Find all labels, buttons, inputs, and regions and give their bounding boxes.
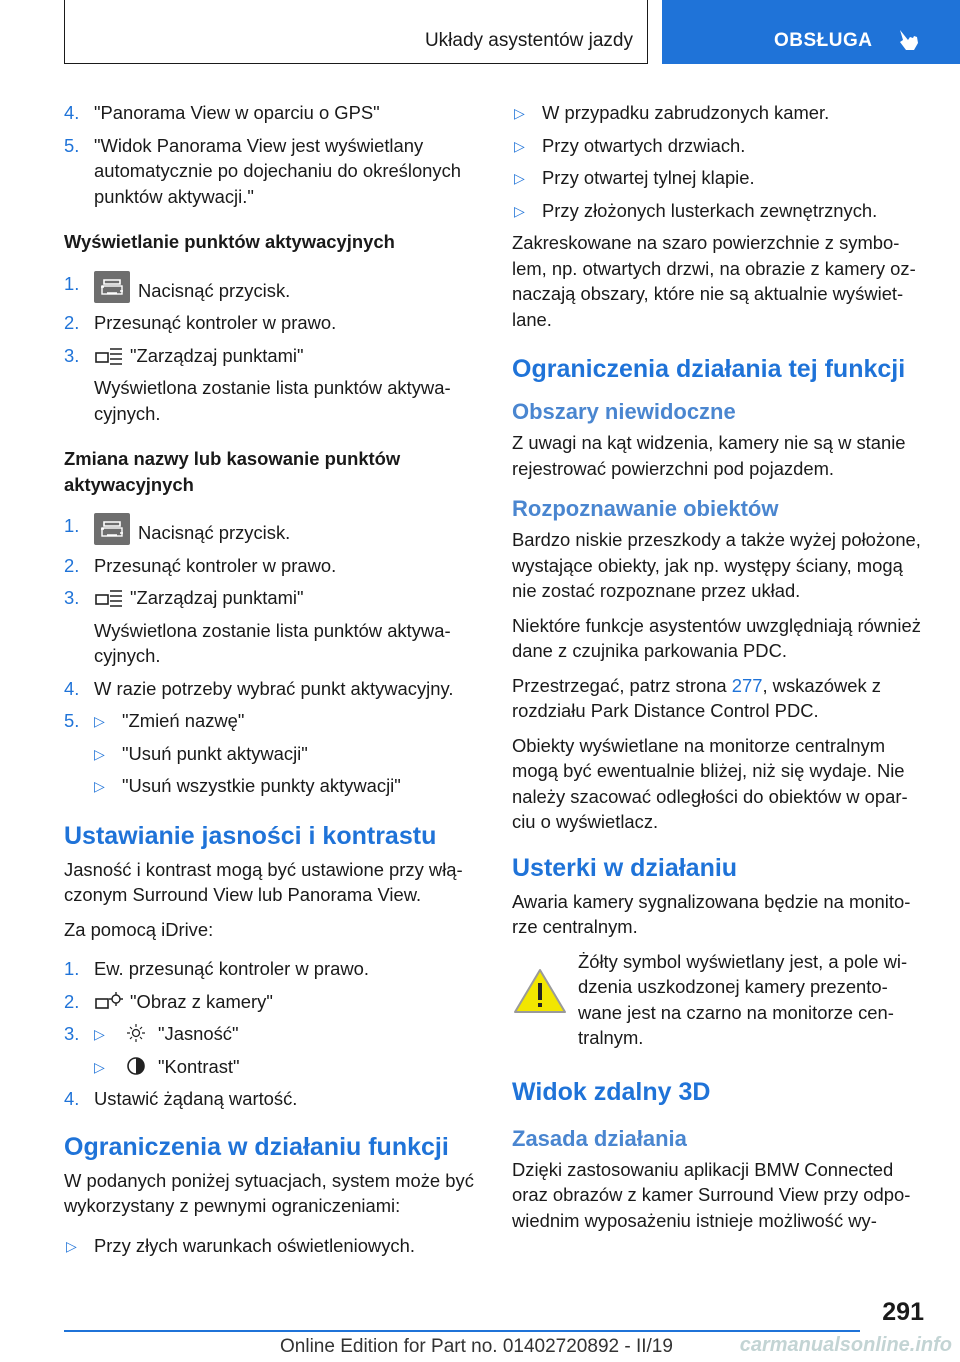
brightness-icon: [122, 1023, 152, 1043]
warning-triangle-icon: [512, 967, 568, 1015]
list-item: 1. Ew. przesunąć kontroler w prawo.: [64, 958, 369, 979]
heading-faults: Usterki w działaniu: [512, 853, 738, 882]
camera-button-icon: [94, 271, 130, 303]
paragraph: Jasność i kontrast mogą być ustawione przy włączonym Surround View lub Panorama View.: [64, 858, 463, 905]
bullet-item: ▷ Przy złych warunkach oświetleniowych.: [66, 1234, 415, 1256]
list-item: 3. "Zarządzaj punktami" Wyświetlona zostanie lista punktów aktywacyjnych.: [64, 344, 451, 424]
paragraph: Obiekty wyświetlane na monitorze centralnym mogą być ewentualnie bliżej, niż się wydaje. Nie należy szacować odległości do obiektów w oparciu o wyświetlacz.: [512, 734, 908, 832]
list-item: 5. "Widok Panorama View jest wyświetlany automatycznie po dojechaniu do określonych punktów aktywacji.": [64, 134, 462, 207]
page-link[interactable]: 277: [731, 674, 763, 696]
list-item: 5. ▷ "Zmień nazwę" ▷ "Usuń punkt aktywacji" ▷ "Usuń wszystkie punkty aktywacji": [64, 710, 401, 796]
list-item: 2. Przesunąć kontroler w prawo.: [64, 554, 337, 576]
paragraph: Przestrzegać, patrz strona 277, wskazówek z rozdziału Park Distance Control PDC.: [512, 674, 882, 721]
bullet-item: ▷ Przy otwartej tylnej klapie.: [514, 167, 755, 188]
heading-principle: Zasada działania: [512, 1125, 687, 1151]
hand-pointer-icon: [894, 26, 922, 54]
paragraph: W podanych poniżej sytuacjach, system może być wykorzystany z pewnymi ograniczeniami:: [64, 1169, 474, 1216]
camera-menu-icon: [94, 587, 124, 607]
list-item: 3. ▷ "Jasność" ▷ "Kontrast": [64, 1023, 240, 1077]
warning-note: Żółty symbol wyświetlany jest, a pole widzenia uszkodzonej kamery prezentowane jest na czarno na monitorze centralnym.: [512, 949, 924, 1051]
chapter-tab-label: OBSŁUGA: [774, 30, 873, 51]
list-item: 1. Nacisnąć przycisk.: [64, 515, 291, 543]
section-title: Układy asystentów jazdy: [424, 30, 633, 51]
heading-limits: Ograniczenia w działaniu funkcji: [64, 1132, 449, 1161]
heading-function-limits: Ograniczenia działania tej funkcji: [512, 355, 906, 383]
bullet-item: ▷ Przy otwartych drzwiach.: [514, 134, 746, 156]
footer-divider: [64, 1330, 860, 1332]
heading-rename-points: Zmiana nazwy lub kasowanie punktów aktywacyjnych: [64, 448, 401, 495]
list-item: 2. Przesunąć kontroler w prawo.: [64, 312, 337, 333]
contrast-icon: [122, 1056, 152, 1076]
list-item: 4. Ustawić żądaną wartość.: [64, 1088, 298, 1109]
heading-brightness: Ustawianie jasności i kontrastu: [64, 821, 437, 850]
list-item: 2. "Obraz z kamery": [64, 990, 273, 1012]
paragraph: Dzięki zastosowaniu aplikacji BMW Connected oraz obrazów z kamer Surround View przy odpowiednim wyposażeniu istnieje możliwość wy-: [512, 1158, 911, 1231]
list-item: 3. "Zarządzaj punktami" Wyświetlona zostanie lista punktów aktywacyjnych.: [64, 587, 451, 666]
camera-settings-icon: [94, 991, 124, 1011]
paragraph: Bardzo niskie przeszkody a także wyżej położone, wystające obiekty, jak np. występy ściany, mogą nie zostać rozpoznane przez układ.: [512, 529, 921, 601]
bullet-item: ▷ W przypadku zabrudzonych kamer.: [514, 102, 830, 123]
chapter-tab[interactable]: [662, 0, 960, 64]
paragraph: Za pomocą iDrive:: [64, 918, 214, 940]
heading-display-points: Wyświetlanie punktów aktywacyjnych: [64, 231, 395, 252]
list-item: 4. W razie potrzeby wybrać punkt aktywacyjny.: [64, 677, 454, 699]
footer-edition: Online Edition for Part no. 01402720892 - II/19: [280, 1336, 673, 1357]
header-section-box: [64, 0, 648, 64]
camera-menu-icon: [94, 345, 124, 365]
page-number: 291: [882, 1298, 924, 1326]
left-column: [64, 100, 476, 1265]
paragraph: Awaria kamery sygnalizowana będzie na monitorze centralnym.: [512, 890, 911, 937]
paragraph: Z uwagi na kąt widzenia, kamery nie są w stanie rejestrować powierzchni pod pojazdem.: [512, 432, 906, 479]
heading-remote-3d: Widok zdalny 3D: [512, 1077, 711, 1106]
footer-watermark: carmanualsonline.info: [739, 1334, 952, 1356]
heading-object-detection: Rozpoznawanie obiektów: [512, 496, 779, 521]
paragraph: Niektóre funkcje asystentów uwzględniają również dane z czujnika parkowania PDC.: [512, 614, 921, 661]
bullet-item: ▷ Przy złożonych lusterkach zewnętrznych.: [514, 199, 878, 221]
camera-button-icon: [94, 513, 130, 545]
paragraph: Zakreskowane na szaro powierzchnie z symbolem, np. otwartych drzwi, na obrazie z kamery oznaczają obszary, które nie są aktualnie wyświetlane.: [512, 232, 916, 330]
list-item: 1. Nacisnąć przycisk.: [64, 272, 291, 301]
list-item: 4. "Panorama View w oparciu o GPS": [64, 102, 380, 123]
heading-invisible-areas: Obszary niewidoczne: [512, 399, 736, 424]
right-column: [512, 100, 924, 1242]
